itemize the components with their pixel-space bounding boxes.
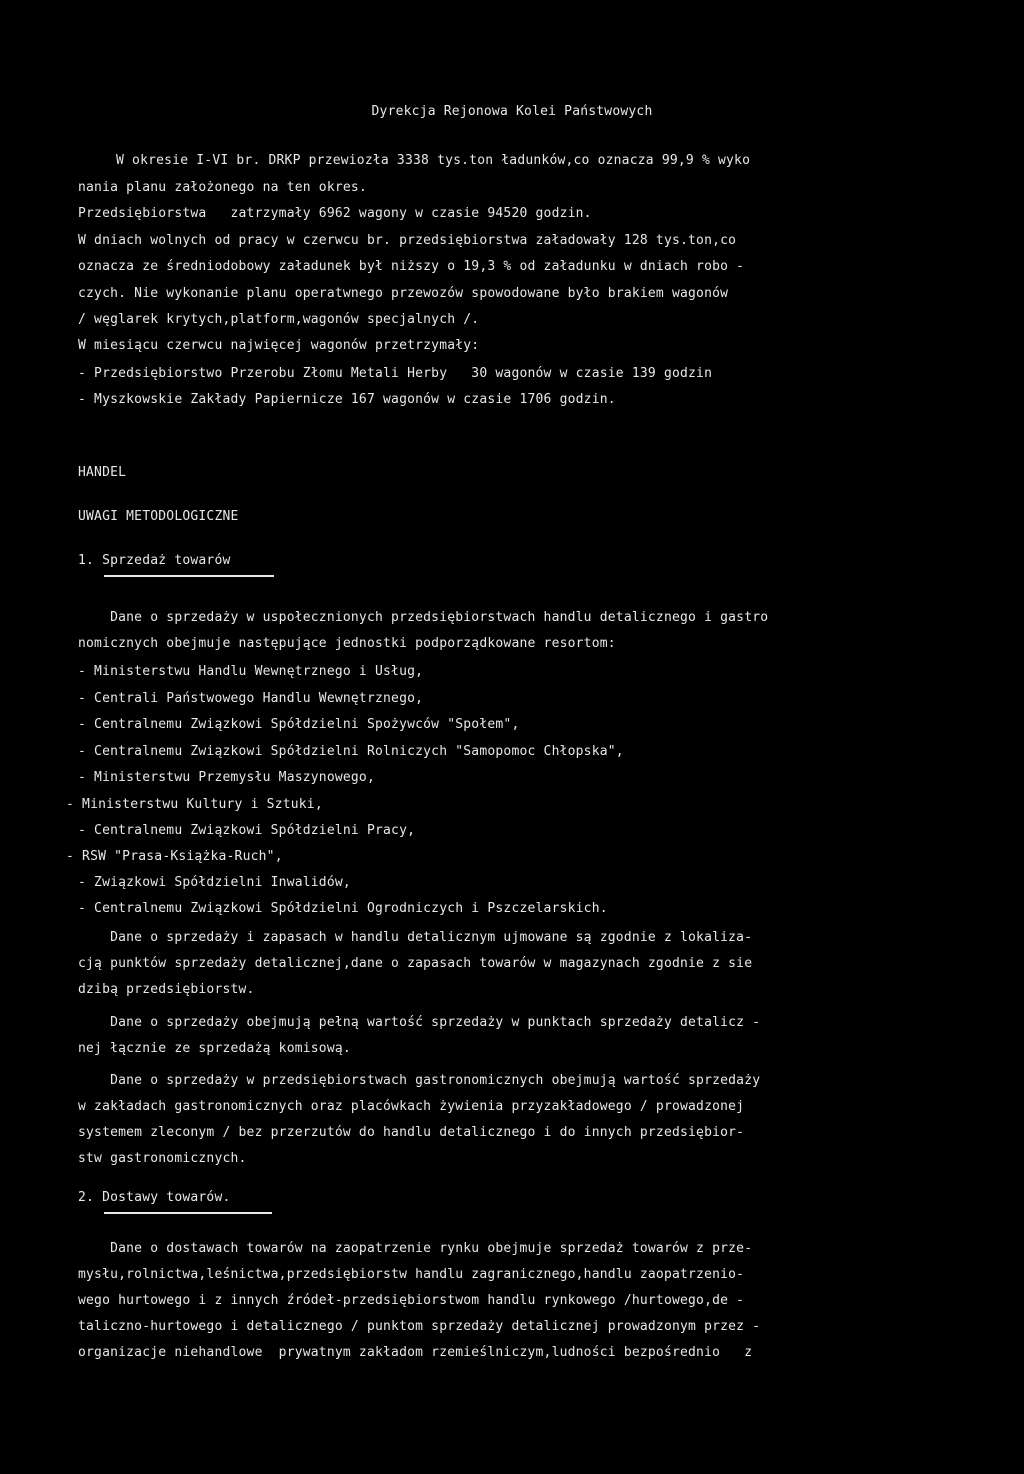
list-item: - Centralnemu Związkowi Spółdzielni Rolniczych "Samopomoc Chłopska",	[78, 744, 624, 759]
list-item: - Związkowi Spółdzielni Inwalidów,	[78, 875, 351, 890]
list-item: - Centrali Państwowego Handlu Wewnętrznego,	[78, 691, 424, 706]
heading-underline	[104, 575, 274, 577]
list-item: - Przedsiębiorstwo Przerobu Złomu Metali Herby 30 wagonów w czasie 139 godzin	[78, 366, 713, 381]
paragraph-line: Dane o sprzedaży w uspołecznionych przedsiębiorstwach handlu detalicznego i gastro	[78, 610, 769, 625]
paragraph-line: nomicznych obejmuje następujące jednostki podporządkowane resortom:	[78, 636, 616, 651]
paragraph-line: Przedsiębiorstwa zatrzymały 6962 wagony w czasie 94520 godzin.	[78, 206, 592, 221]
list-item: - Centralnemu Związkowi Spółdzielni Ogrodniczych i Pszczelarskich.	[78, 901, 608, 916]
list-item: - Myszkowskie Zakłady Papiernicze 167 wagonów w czasie 1706 godzin.	[78, 392, 616, 407]
section-title-handel: HANDEL	[78, 465, 127, 480]
list-item: - Centralnemu Związkowi Spółdzielni Pracy,	[78, 823, 416, 838]
heading-underline	[104, 1212, 272, 1214]
list-item: - Ministerstwu Handlu Wewnętrznego i Usług,	[78, 664, 424, 679]
paragraph-line: cją punktów sprzedaży detalicznej,dane o zapasach towarów w magazynach zgodnie z sie	[78, 956, 753, 971]
paragraph-line: stw gastronomicznych.	[78, 1151, 247, 1166]
paragraph-line: Dane o sprzedaży w przedsiębiorstwach gastronomicznych obejmują wartość sprzedaży	[78, 1073, 761, 1088]
paragraph-line: organizacje niehandlowe prywatnym zakładom rzemieślniczym,ludności bezpośrednio z	[78, 1345, 753, 1360]
subsection-heading-sprzedaz: 1. Sprzedaż towarów	[78, 553, 231, 568]
paragraph-line: Dane o sprzedaży obejmują pełną wartość sprzedaży w punktach sprzedaży detalicz -	[78, 1015, 761, 1030]
paragraph-line: W miesiącu czerwcu najwięcej wagonów przetrzymały:	[78, 338, 480, 353]
list-item: - Centralnemu Związkowi Spółdzielni Spożywców "Społem",	[78, 717, 520, 732]
paragraph-line: W okresie I-VI br. DRKP przewiozła 3338 tys.ton ładunków,co oznacza 99,9 % wyko	[116, 153, 751, 168]
paragraph-line: W dniach wolnych od pracy w czerwcu br. przedsiębiorstwa załadowały 128 tys.ton,co	[78, 233, 737, 248]
section-subtitle: UWAGI METODOLOGICZNE	[78, 509, 239, 524]
paragraph-line: wego hurtowego i z innych źródeł-przedsiębiorstwom handlu rynkowego /hurtowego,de -	[78, 1293, 745, 1308]
paragraph-line: w zakładach gastronomicznych oraz placówkach żywienia przyzakładowego / prowadzonej	[78, 1099, 745, 1114]
paragraph-line: Dane o dostawach towarów na zaopatrzenie rynku obejmuje sprzedaż towarów z prze-	[78, 1241, 753, 1256]
paragraph-line: Dane o sprzedaży i zapasach w handlu detalicznym ujmowane są zgodnie z lokaliza-	[78, 930, 753, 945]
paragraph-line: dzibą przedsiębiorstw.	[78, 982, 255, 997]
paragraph-line: czych. Nie wykonanie planu operatwnego przewozów spowodowane było brakiem wagonów	[78, 286, 729, 301]
paragraph-line: / węglarek krytych,platform,wagonów specjalnych /.	[78, 312, 480, 327]
list-item: - RSW "Prasa-Książka-Ruch",	[66, 849, 283, 864]
paragraph-line: mysłu,rolnictwa,leśnictwa,przedsiębiorstw handlu zagranicznego,handlu zaopatrzenio-	[78, 1267, 745, 1282]
paragraph-line: oznacza ze średniodobowy załadunek był niższy o 19,3 % od załadunku w dniach robo -	[78, 259, 745, 274]
list-item: - Ministerstwu Przemysłu Maszynowego,	[78, 770, 375, 785]
paragraph-line: nej łącznie ze sprzedażą komisową.	[78, 1041, 351, 1056]
paragraph-line: systemem zleconym / bez przerzutów do handlu detalicznego i do innych przedsiębior-	[78, 1125, 745, 1140]
paragraph-line: taliczno-hurtowego i detalicznego / punktom sprzedaży detalicznej prowadzonym przez -	[78, 1319, 761, 1334]
subsection-heading-dostawy: 2. Dostawy towarów.	[78, 1190, 231, 1205]
list-item: - Ministerstwu Kultury i Sztuki,	[66, 797, 323, 812]
document-header-title: Dyrekcja Rejonowa Kolei Państwowych	[371, 104, 653, 119]
paragraph-line: nania planu założonego na ten okres.	[78, 180, 367, 195]
